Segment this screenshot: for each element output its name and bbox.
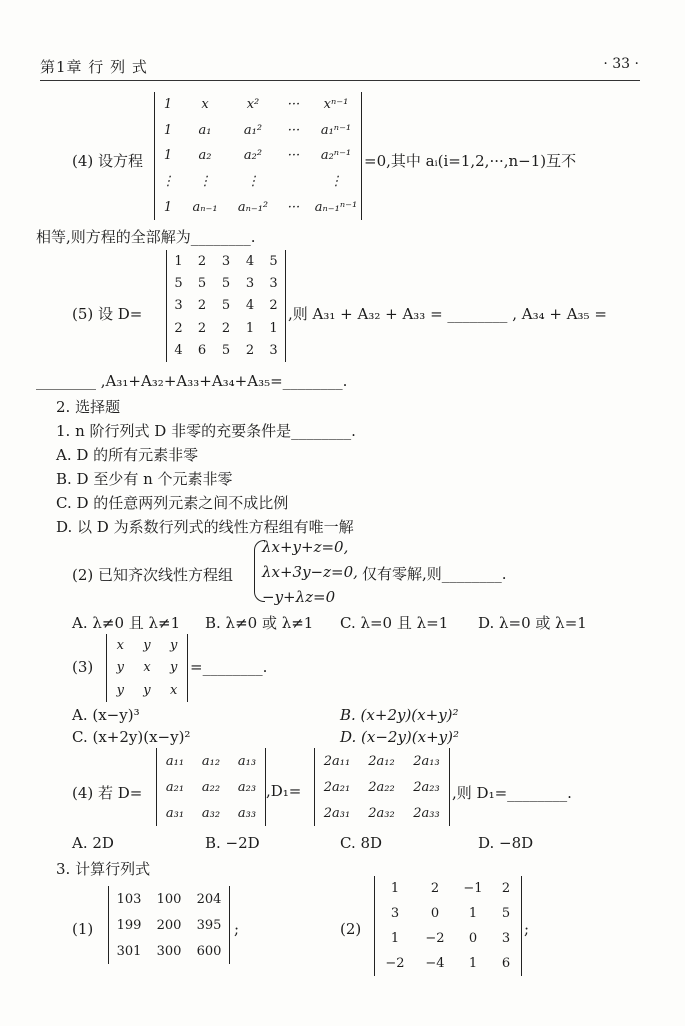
matrix-cell: a₁₁ [165, 753, 185, 769]
matrix-cell: a₂ [198, 148, 212, 164]
matrix-cell: 2a₃₁ [323, 805, 351, 821]
matrix-row [109, 912, 229, 938]
matrix-cell: ⋮ [329, 174, 343, 190]
matrix-cell: 2a₃₂ [368, 805, 395, 821]
matrix-row [109, 938, 229, 964]
matrix-cell: a₁₃ [237, 753, 257, 769]
matrix-cell: ··· [287, 199, 301, 215]
matrix-cell: 2a₁₃ [413, 753, 440, 769]
header-rule [40, 80, 640, 81]
q5-determinant [166, 250, 286, 362]
matrix-cell: x² [246, 97, 260, 113]
s2-q2-option-c: C. λ=0 且 λ=1 [340, 614, 449, 632]
s2-q3-option-a: A. (x−y)³ [72, 706, 140, 724]
s2-q3-matrix [107, 634, 187, 702]
s2-q2-eq2: λx+3y−z=0, [262, 563, 358, 581]
matrix-cell: aₙ₋₁ [192, 199, 218, 215]
matrix-cell: x [116, 637, 124, 653]
q5-matrix [167, 250, 285, 362]
matrix-row [315, 774, 449, 800]
matrix-row [167, 340, 285, 362]
matrix-cell: 1 [245, 320, 255, 336]
matrix-row [375, 951, 521, 976]
matrix-cell: a₂₃ [237, 779, 257, 795]
s3-p2-matrix [375, 876, 521, 976]
matrix-cell: 0 [468, 931, 478, 946]
matrix-cell: a₃₂ [201, 805, 221, 821]
matrix-cell: 3 [174, 298, 183, 314]
matrix-cell: 2 [197, 320, 207, 336]
matrix-cell: a₁ⁿ⁻¹ [320, 122, 352, 138]
s2-q4-option-c: C. 8D [340, 834, 383, 852]
section2-title: 2. 选择题 [56, 398, 121, 416]
matrix-row [375, 901, 521, 926]
matrix-row [155, 92, 361, 118]
matrix-cell: 4 [245, 253, 255, 269]
matrix-cell: a₁₂ [201, 753, 221, 769]
matrix-cell: 6 [197, 343, 207, 359]
matrix-cell: ··· [287, 148, 301, 164]
matrix-row [315, 748, 449, 774]
matrix-cell: 5 [221, 298, 231, 314]
s3-p2-tail: ; [524, 920, 530, 938]
matrix-cell: x [143, 660, 151, 676]
matrix-cell: 2 [221, 320, 231, 336]
s2-q4-label: (4) 若 D= [72, 784, 143, 802]
s2-q3-option-c: C. (x+2y)(x−y)² [72, 728, 191, 746]
matrix-cell: 395 [196, 917, 222, 933]
q4-tail: =0,其中 aᵢ(i=1,2,···,n−1)互不 [364, 152, 577, 170]
matrix-row [155, 118, 361, 144]
matrix-row [155, 143, 361, 169]
matrix-row [157, 800, 265, 826]
q4-matrix [155, 92, 361, 220]
matrix-cell: 1 [468, 906, 478, 921]
matrix-row [107, 634, 187, 657]
matrix-row [375, 876, 521, 901]
q5-label: (5) 设 D= [72, 305, 143, 323]
s2-q3-tail: =________. [190, 658, 268, 676]
matrix-cell: 1 [468, 956, 478, 971]
s2-q4-d1-determinant [314, 748, 450, 826]
matrix-cell: 204 [196, 891, 222, 907]
matrix-cell: a₁ [198, 122, 212, 138]
s2-q1-option-c: C. D 的任意两列元素之间不成比例 [56, 494, 289, 512]
matrix-cell: a₂² [243, 148, 263, 164]
s2-q3-determinant [106, 634, 188, 702]
s2-q2-option-b: B. λ≠0 或 λ≠1 [205, 614, 314, 632]
s2-q4-d-determinant [156, 748, 266, 826]
matrix-cell: 3 [269, 276, 278, 292]
matrix-cell: 2 [269, 298, 278, 314]
q5-line2: ________ ,A₃₁+A₃₂+A₃₃+A₃₄+A₃₅=________. [36, 372, 348, 390]
matrix-cell: 1 [163, 148, 173, 164]
matrix-cell: y [116, 683, 124, 699]
matrix-cell: y [143, 683, 151, 699]
matrix-row [315, 800, 449, 826]
matrix-cell: 1 [163, 199, 173, 215]
s2-q2-tail: 仅有零解,则________. [362, 565, 507, 583]
matrix-cell: ··· [287, 122, 301, 138]
matrix-row [167, 317, 285, 339]
matrix-cell: 2a₁₂ [368, 753, 395, 769]
matrix-cell: y [169, 637, 178, 653]
matrix-cell: ⋮ [161, 174, 175, 190]
matrix-cell: 0 [430, 906, 440, 921]
matrix-cell: x [169, 683, 178, 699]
s3-p1-tail: ; [234, 920, 240, 938]
matrix-cell: 3 [390, 906, 400, 921]
matrix-cell: 5 [174, 276, 183, 292]
matrix-cell: −4 [425, 956, 445, 971]
matrix-cell: 1 [269, 320, 278, 336]
s3-p1-determinant [108, 886, 230, 964]
q4-line2: 相等,则方程的全部解为________. [36, 228, 256, 246]
matrix-cell: 3 [501, 931, 511, 946]
matrix-row [155, 169, 361, 195]
matrix-cell: a₂₁ [165, 779, 185, 795]
s2-q1-stem: 1. n 阶行列式 D 非零的充要条件是________. [56, 422, 356, 440]
matrix-cell [277, 169, 311, 195]
matrix-cell: a₃₁ [165, 805, 185, 821]
matrix-row [157, 774, 265, 800]
chapter-title: 第1章 行 列 式 [40, 58, 148, 76]
matrix-cell: 4 [245, 298, 255, 314]
matrix-cell: 103 [116, 891, 142, 907]
matrix-cell: 4 [174, 343, 183, 359]
matrix-cell: 600 [196, 943, 222, 959]
s2-q2-option-a: A. λ≠0 且 λ≠1 [72, 614, 181, 632]
matrix-cell: ⋮ [246, 174, 260, 190]
s2-q4-option-b: B. −2D [205, 834, 260, 852]
matrix-cell: 5 [221, 343, 231, 359]
matrix-cell: a₂ⁿ⁻¹ [320, 148, 352, 164]
s2-q1-option-b: B. D 至少有 n 个元素非零 [56, 470, 233, 488]
matrix-cell: 2 [197, 253, 207, 269]
q4-label: (4) 设方程 [72, 152, 144, 170]
matrix-cell: 5 [197, 276, 207, 292]
matrix-row [155, 194, 361, 220]
s2-q1-option-a: A. D 的所有元素非零 [56, 446, 199, 464]
s2-q4-d-matrix [157, 748, 265, 826]
matrix-cell: x [201, 97, 209, 113]
s2-q4-option-a: A. 2D [72, 834, 114, 852]
matrix-cell: ··· [287, 97, 301, 113]
matrix-row [107, 679, 187, 702]
s2-q3-option-b: B. (x+2y)(x+y)² [340, 706, 459, 724]
matrix-row [167, 272, 285, 294]
s2-q3-label: (3) [72, 658, 94, 676]
matrix-cell: a₃₃ [237, 805, 257, 821]
s2-q3-option-d: D. (x−2y)(x+y)² [340, 728, 459, 746]
matrix-cell: 2 [197, 298, 207, 314]
matrix-row [375, 926, 521, 951]
matrix-cell: 5 [501, 906, 511, 921]
s3-p2-determinant [374, 876, 522, 976]
matrix-cell: 6 [501, 956, 511, 971]
matrix-cell: 1 [163, 122, 173, 138]
matrix-cell: 2a₂₂ [368, 779, 395, 795]
matrix-cell: 1 [163, 97, 173, 113]
q5-tail: ,则 A₃₁ + A₃₂ + A₃₃ = ________ , A₃₄ + A₃₅ = [288, 305, 607, 323]
matrix-cell: 2a₂₃ [413, 779, 440, 795]
matrix-cell: 1 [174, 253, 183, 269]
matrix-cell: 300 [156, 943, 182, 959]
matrix-cell: y [143, 637, 151, 653]
matrix-row [167, 295, 285, 317]
s3-p2-label: (2) [340, 920, 362, 938]
matrix-cell: 301 [116, 943, 142, 959]
page-number: · 33 · [603, 56, 639, 72]
matrix-cell: −1 [463, 881, 483, 896]
matrix-cell: 1 [390, 881, 400, 896]
matrix-cell: 2a₃₃ [413, 805, 440, 821]
q4-determinant [154, 92, 362, 220]
matrix-row [167, 250, 285, 272]
matrix-cell: 199 [116, 917, 142, 933]
matrix-cell: 1 [390, 931, 400, 946]
matrix-row [157, 748, 265, 774]
matrix-cell: 2a₂₁ [323, 779, 351, 795]
s2-q4-tail: ,则 D₁=________. [452, 784, 572, 802]
matrix-cell: −2 [385, 956, 405, 971]
matrix-cell: 3 [221, 253, 231, 269]
matrix-cell: aₙ₋₁ⁿ⁻¹ [314, 199, 358, 215]
s2-q4-mid: ,D₁= [266, 782, 302, 800]
matrix-cell: xⁿ⁻¹ [323, 97, 349, 113]
s3-p1-label: (1) [72, 920, 94, 938]
matrix-cell: 3 [269, 343, 278, 359]
matrix-cell: 2 [430, 881, 440, 896]
matrix-row [109, 886, 229, 912]
s2-q2-label: (2) 已知齐次线性方程组 [72, 566, 234, 584]
matrix-cell: 2a₁₁ [323, 753, 351, 769]
matrix-cell: a₂₂ [201, 779, 221, 795]
s2-q4-d1-matrix [315, 748, 449, 826]
matrix-cell: 2 [174, 320, 183, 336]
s3-p1-matrix [109, 886, 229, 964]
matrix-cell: ⋮ [198, 174, 212, 190]
s2-q4-option-d: D. −8D [478, 834, 534, 852]
matrix-cell: 200 [156, 917, 182, 933]
matrix-cell: a₁² [243, 122, 263, 138]
s2-q2-eq3: −y+λz=0 [262, 588, 336, 606]
matrix-cell: 3 [245, 276, 255, 292]
matrix-row [107, 657, 187, 680]
matrix-cell: 100 [156, 891, 182, 907]
matrix-cell: y [169, 660, 178, 676]
matrix-cell: aₙ₋₁² [237, 199, 269, 215]
matrix-cell: 5 [221, 276, 231, 292]
section3-title: 3. 计算行列式 [56, 860, 151, 878]
s2-q2-eq1: λx+y+z=0, [262, 538, 349, 556]
matrix-cell: y [116, 660, 124, 676]
matrix-cell: 2 [501, 881, 511, 896]
matrix-cell: 5 [269, 253, 278, 269]
matrix-cell: −2 [425, 931, 445, 946]
matrix-cell: 2 [245, 343, 255, 359]
s2-q2-option-d: D. λ=0 或 λ=1 [478, 614, 587, 632]
s2-q1-option-d: D. 以 D 为系数行列式的线性方程组有唯一解 [56, 518, 354, 536]
